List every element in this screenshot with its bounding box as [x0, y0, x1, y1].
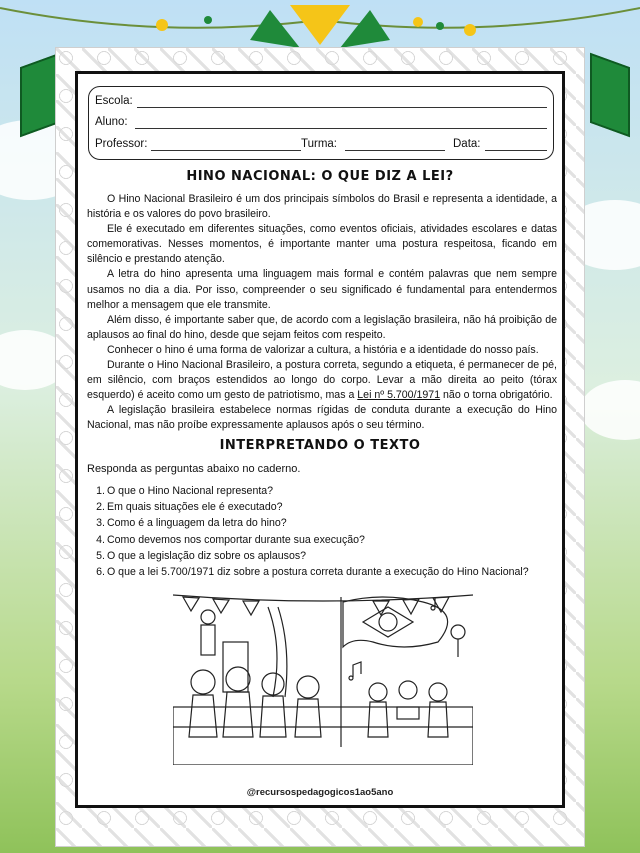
paragraph: Conhecer o hino é uma forma de valorizar a cultura, a história e a identidade do nosso país.: [107, 343, 539, 356]
paragraph: Ele é executado em diferentes situações, como eventos oficiais, atividades escolares e datas comemorativas. Nesses momentos, é importante manter uma postura respeitosa, ficando em silêncio e prestando atenção.: [87, 223, 557, 266]
student-info-box: [88, 86, 554, 160]
instruction-text: Responda as perguntas abaixo no caderno.: [87, 463, 301, 475]
teacher-field[interactable]: [151, 150, 301, 151]
question-text: Como é a linguagem da letra do hino?: [107, 517, 287, 530]
question-item: [87, 483, 557, 499]
question-item: [87, 532, 557, 548]
question-text: O que o Hino Nacional representa?: [107, 485, 274, 497]
law-reference: Lei nº 5.700/1971: [357, 389, 441, 402]
question-number: 2.: [96, 501, 105, 514]
class-label: Turma:: [301, 138, 337, 150]
question-item: [87, 564, 557, 580]
class-field[interactable]: [345, 150, 445, 151]
question-number: 1.: [96, 485, 105, 497]
footer-handle: @recursospedagogicos1ao5ano: [246, 787, 394, 798]
question-number: 4.: [96, 533, 105, 546]
question-text: O que a legislação diz sobre os aplausos?: [107, 549, 307, 562]
paragraph: A legislação brasileira estabelece normas rígidas de conduta durante a execução do Hino Nacional, mas não proíbe expressamente aplausos após o seu término.: [87, 404, 557, 432]
question-number: 6.: [96, 565, 105, 578]
paragraph-text: não o torna obrigatório.: [440, 389, 553, 402]
question-list: [87, 483, 557, 580]
paragraph: A letra do hino apresenta uma linguagem mais formal e contém palavras que nem sempre usamos no dia a dia. Por isso, compreender o seu significado é fundamental para entendermos melhor a mensagem que ele transmite.: [87, 268, 557, 311]
reading-text: [87, 192, 557, 434]
children-flag-illustration: [173, 587, 473, 765]
date-field[interactable]: [485, 150, 547, 151]
paragraph-posture: [87, 358, 557, 403]
paragraph-text: Durante o Hino Nacional Brasileiro, a postura correta, segundo a etiqueta, é permanecer de pé, em silêncio, com braços estendidos ao longo do corpo. Levar a mão direita ao peito (tórax esquerdo) é aceito como um gesto de patriotismo, mas a: [87, 359, 557, 402]
question-number: 5.: [96, 549, 105, 562]
paragraph: O Hino Nacional Brasileiro é um dos principais símbolos do Brasil e representa a identidade, a história e os valores do povo brasileiro.: [87, 193, 557, 221]
page-title: HINO NACIONAL: O QUE DIZ A LEI?: [186, 169, 454, 184]
paragraph: Além disso, é importante saber que, de acordo com a legislação brasileira, não há proibição de aplausos ao final do hino, desde que sejam feitos com respeito.: [87, 313, 557, 341]
question-item: [87, 548, 557, 564]
question-text: Como devemos nos comportar durante sua execução?: [107, 533, 365, 546]
question-text: Em quais situações ele é executado?: [107, 501, 283, 514]
teacher-label: Professor:: [95, 138, 148, 150]
green-banner-right: [590, 53, 630, 138]
section-title: INTERPRETANDO O TEXTO: [219, 438, 421, 453]
question-text: O que a lei 5.700/1971 diz sobre a postura correta durante a execução do Hino Nacional?: [107, 565, 529, 578]
cloud-decoration: [580, 380, 640, 440]
school-label: Escola:: [95, 95, 133, 107]
question-item: [87, 499, 557, 515]
question-number: 3.: [96, 517, 105, 530]
school-field[interactable]: [137, 107, 547, 108]
green-banner-left: [20, 53, 60, 138]
student-field[interactable]: [135, 128, 547, 129]
student-label: Aluno:: [95, 116, 128, 128]
worksheet: [75, 71, 565, 808]
date-label: Data:: [453, 138, 481, 150]
question-item: [87, 515, 557, 531]
